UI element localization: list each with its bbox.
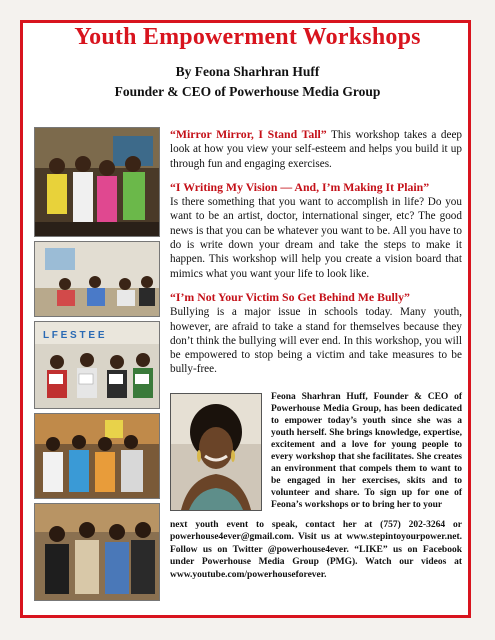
flyer-title: Youth Empowerment Workshops bbox=[74, 24, 421, 50]
workshop-3-heading: “I’m Not Your Victim So Get Behind Me Bully” bbox=[170, 289, 410, 304]
author-line: By Feona Sharhran Huff bbox=[175, 64, 320, 79]
workshop-2-body: Is there something that you want to accomplish in life? Do you want to be an artist, doctor, international singer, etc? The good news is that you can be whatever you want to be. All you have to do is write down your dream and take the steps to make it happen. This workshop will help you create a vision board that mimics what you want your life to look like. bbox=[170, 196, 462, 280]
author-portrait bbox=[170, 393, 262, 511]
workshop-photo-4 bbox=[34, 413, 160, 499]
workshop-3 bbox=[170, 290, 462, 377]
workshop-photo-3 bbox=[34, 321, 160, 409]
workshop-descriptions bbox=[170, 127, 462, 386]
workshop-photo-5 bbox=[34, 503, 160, 601]
workshop-1-body: This workshop takes a deep look at how you view your self-esteem and helps you build it up through fun and engaging exercises. bbox=[170, 129, 462, 170]
workshop-photo-1 bbox=[34, 127, 160, 237]
workshop-1 bbox=[170, 127, 462, 171]
role-line: Founder & CEO of Powerhouse Media Group bbox=[114, 84, 381, 99]
bio-text-part2: next youth event to speak, contact her at (757) 202-3264 or powerhouse4ever@gmail.com. Visit us at www.stepintoyourpower.net. Follow us on Twitter @powerhouse4ever. “LIKE” us on Facebook under Powerhouse Media Group (PMG). Watch our videos at www.youtube.com/powerhouseforever. bbox=[170, 520, 462, 580]
bio-text-part1: Feona Sharhran Huff, Founder & CEO of Powerhouse Media Group, has been dedicated to empower today’s youth since she was a youth herself. She brings knowledge, expertise, excitement and a love for young people to every workshop that she facilitates. She creates an environment that compels them to want to be engaged in her exercises, skits and to volunteer and share. To sign up for one of Feona’s workshops or to bring her to your bbox=[271, 392, 462, 510]
sign-text: L F E S T E E bbox=[43, 330, 105, 341]
workshop-1-heading: “Mirror Mirror, I Stand Tall” bbox=[170, 127, 327, 141]
photo-column bbox=[34, 127, 160, 605]
workshop-3-body: Bullying is a major issue in schools today. Many youth, however, are afraid to take a stand for themselves because they don’t think the bullying will ever end. In this workshop, you will be empowered to stop being a victim and take measures to be bully-free. bbox=[170, 306, 462, 376]
workshop-photo-2 bbox=[34, 241, 160, 317]
workshop-2 bbox=[170, 180, 462, 281]
byline bbox=[0, 62, 495, 102]
workshop-2-heading: “I Writing My Vision — And, I’m Making It Plain” bbox=[170, 179, 430, 194]
